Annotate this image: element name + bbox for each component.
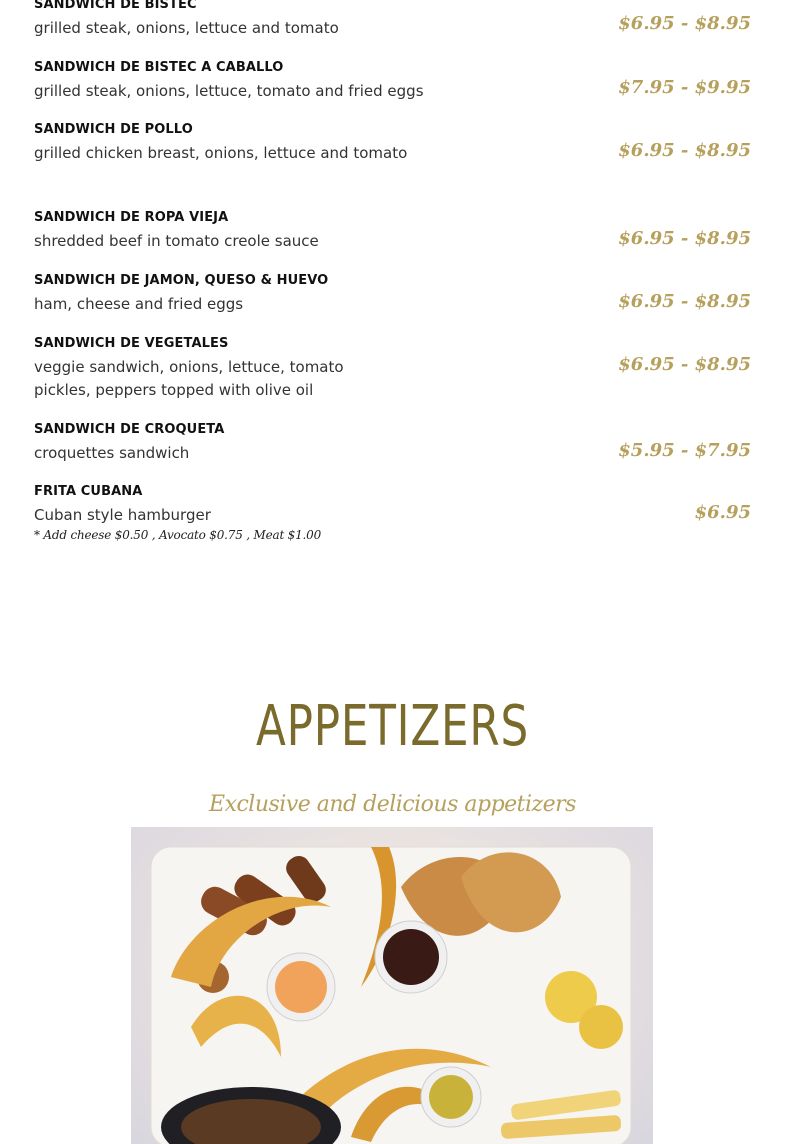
item-name: SANDWICH DE CROQUETA — [34, 422, 225, 437]
item-name: SANDWICH DE BISTEC — [34, 0, 197, 12]
item-name: SANDWICH DE POLLO — [34, 122, 193, 137]
section-title: APPETIZERS — [255, 694, 530, 759]
item-description: veggie sandwich, onions, lettuce, tomato pickles, peppers topped with olive oil — [34, 358, 344, 399]
item-price: $6.95 — [694, 502, 751, 523]
appetizers-photo-illustration — [131, 827, 653, 1144]
item-price: $7.95 - $9.95 — [618, 77, 751, 98]
item-price: $5.95 - $7.95 — [618, 440, 751, 461]
item-price: $6.95 - $8.95 — [618, 228, 751, 249]
item-description: shredded beef in tomato creole sauce — [34, 232, 319, 250]
appetizers-photo — [131, 827, 653, 1144]
item-price: $6.95 - $8.95 — [618, 140, 751, 161]
item-price: $6.95 - $8.95 — [618, 291, 751, 312]
item-name: SANDWICH DE VEGETALES — [34, 336, 229, 351]
item-name: SANDWICH DE ROPA VIEJA — [34, 210, 229, 225]
item-description: grilled steak, onions, lettuce, tomato and fried eggs — [34, 82, 424, 100]
item-name: SANDWICH DE JAMON, QUESO & HUEVO — [34, 273, 329, 288]
item-description: grilled chicken breast, onions, lettuce and tomato — [34, 144, 408, 162]
item-price: $6.95 - $8.95 — [618, 13, 751, 34]
item-name: FRITA CUBANA — [34, 484, 143, 499]
item-description: croquettes sandwich — [34, 444, 190, 462]
section-subtitle: Exclusive and delicious appetizers — [209, 792, 576, 817]
item-description: grilled steak, onions, lettuce and tomato — [34, 19, 339, 37]
item-name: SANDWICH DE BISTEC A CABALLO — [34, 60, 284, 75]
item-description: Cuban style hamburger — [34, 506, 211, 524]
item-addon-note: * Add cheese $0.50 , Avocato $0.75 , Meat $1.00 — [34, 528, 322, 542]
item-description: ham, cheese and fried eggs — [34, 295, 244, 313]
item-price: $6.95 - $8.95 — [618, 354, 751, 375]
